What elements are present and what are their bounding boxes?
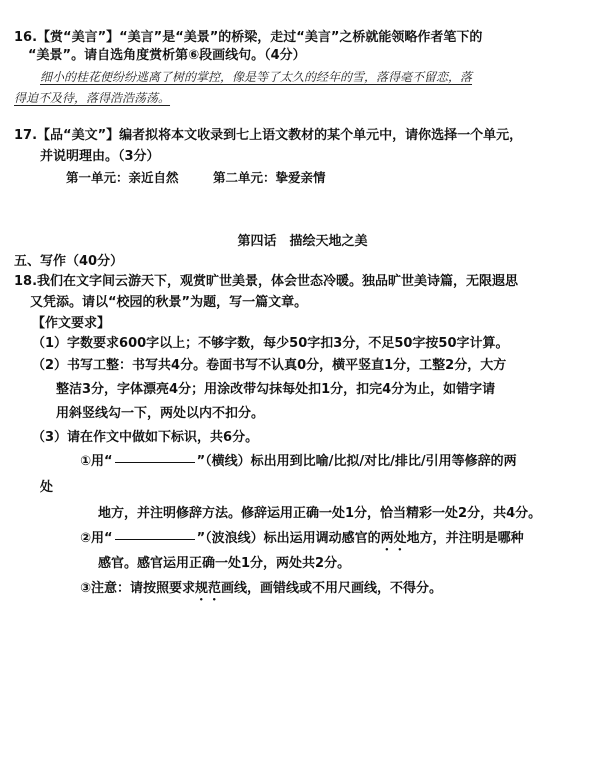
q17-unit1: 第一单元：亲近自然 [66, 170, 179, 185]
q18-line2: 又凭添。请以“校园的秋景”为题，写一篇文章。 [30, 295, 308, 310]
mark-item-1-wrap: 处 [40, 480, 54, 495]
underline-blank [115, 461, 195, 463]
mark-item-3-emphasis: 规范 [195, 581, 222, 596]
mark-item-2-cont: 感官。感官运用正确一处1分，两处共2分。 [98, 556, 351, 571]
q18-line1: 18.我们在文字间云游天下，观赏旷世美景，体会世态冷暖。独品旷世美诗篇，无限遐思 [14, 274, 519, 289]
q17-line2: 并说明理由。（3分） [40, 149, 160, 164]
q17-unit2: 第二单元：挚爱亲情 [213, 170, 326, 185]
requirement-2-line2: 整洁3分，字体漂亮4分；用涂改带勾抹每处扣1分，扣完4分为止，如错字请 [56, 382, 496, 397]
mark-item-3-text-b: 画线，画错线或不用尺画线，不得分。 [221, 581, 443, 596]
mark-item-1 [80, 455, 517, 468]
q16-answer-line1: 细小的桂花便纷纷逃离了树的掌控，像是等了太久的经年的雪，落得毫不留恋，落 [40, 70, 473, 84]
q16-line1: 16.【赏“美言”】“美言”是“美景”的桥梁，走过“美言”之桥就能领略作者笔下的 [14, 30, 483, 45]
wavy-line-blank [115, 538, 195, 540]
q16-answer-line2: 得迫不及待，落得浩浩荡荡。 [14, 91, 171, 105]
requirement-2-line1: （2）书写工整：书写共4分。卷面书写不认真0分，横平竖直1分，工整2分，大方 [32, 358, 507, 373]
requirement-2-line3: 用斜竖线勾一下，两处以内不扣分。 [56, 406, 265, 421]
mark-item-1-cont: 地方，并注明修辞方法。修辞运用正确一处1分，恰当精彩一处2分，共4分。 [98, 506, 542, 521]
section-title: 第四话 描绘天地之美 [237, 234, 368, 249]
mark-item-2 [80, 531, 524, 554]
mark-item-3 [80, 581, 442, 604]
mark-item-1-prefix: ①用“ [80, 454, 113, 469]
mark-item-2-text-a: ”（波浪线）标出运用调动感官的 [196, 531, 381, 546]
requirement-1: （1）字数要求600字以上；不够字数，每少50字扣3分，不足50字按50字计算。 [32, 336, 509, 351]
q17-line1: 17.【品“美文”】编者拟将本文收录到七上语文教材的某个单元中，请你选择一个单元， [14, 128, 523, 143]
requirements-title: 【作文要求】 [32, 316, 111, 331]
mark-item-2-prefix: ②用“ [80, 531, 113, 546]
part5-heading: 五、写作（40分） [14, 254, 124, 269]
requirement-3: （3）请在作文中做如下标识，共6分。 [32, 430, 259, 445]
mark-item-2-emphasis: 两处 [380, 531, 407, 546]
mark-item-2-text-b: 地方，并注明是哪种 [406, 531, 524, 546]
mark-item-3-text-a: ③注意：请按照要求 [80, 581, 196, 596]
q16-line2: “美景”。请自选角度赏析第⑥段画线句。（4分） [28, 48, 306, 63]
mark-item-1-text: ”（横线）标出用到比喻/比拟/对比/排比/引用等修辞的两 [196, 454, 517, 469]
